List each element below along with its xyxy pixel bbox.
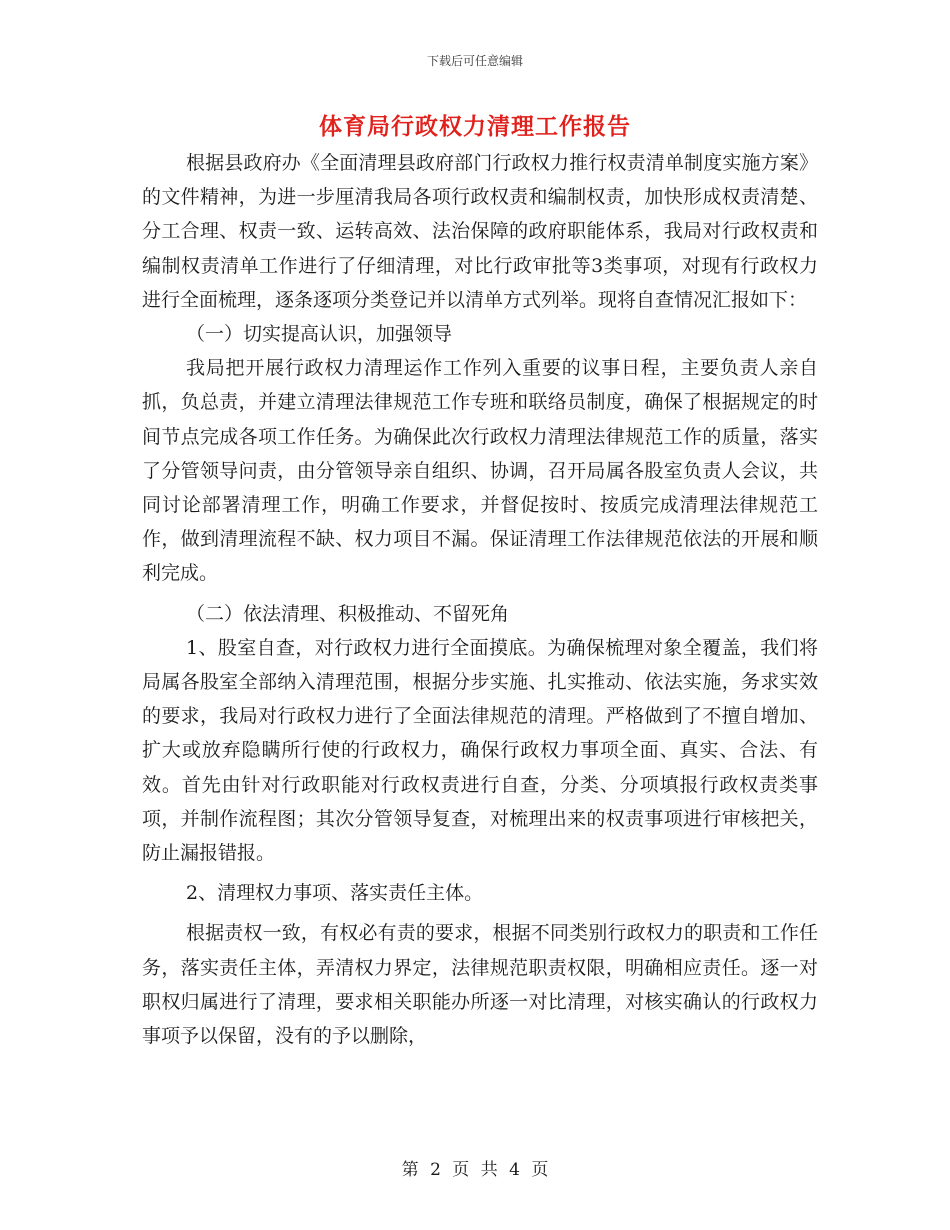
- section2-item1-paragraph: 1、股室自查，对行政权力进行全面摸底。为确保梳理对象全覆盖，我们将局属各股室全部纳入清理范围，根据分步实施、扎实推动、依法实施，务求实效的要求，我局对行政权力进行了全面法律规范的清理。严格做到了不擅自增加、扩大或放弃隐瞒所行使的行政权力，确保行政权力事项全面、真实、合法、有效。首先由针对行政职能对行政权责进行自查，分类、分项填报行政权责类事项，并制作流程图；其次分管领导复查，对梳理出来的权责事项进行审核把关，防止漏报错报。: [142, 636, 818, 865]
- header-note: 下载后可任意编辑: [426, 54, 523, 68]
- section1-heading: （一）切实提高认识，加强领导: [186, 323, 453, 346]
- section2-item2-paragraph: 根据责权一致，有权必有责的要求，根据不同类别行政权力的职责和工作任务，落实责任主体，弄清权力界定，法律规范职责权限，明确相应责任。逐一对职权归属进行了清理，要求相关职能办所逐一对比清理，对核实确认的行政权力事项予以保留，没有的予以删除，: [142, 922, 818, 1048]
- section2-heading: （二）依法清理、积极推动、不留死角: [186, 602, 510, 625]
- document-title: 体育局行政权力清理工作报告: [319, 113, 631, 140]
- section1-paragraph: 我局把开展行政权力清理运作工作列入重要的议事日程，主要负责人亲自抓，负总责，并建立清理法律规范工作专班和联络员制度，确保了根据规定的时间节点完成各项工作任务。为确保此次行政权力清理法律规范工作的质量，落实了分管领导问责，由分管领导亲自组织、协调，召开局属各股室负责人会议，共同讨论部署清理工作，明确工作要求，并督促按时、按质完成清理法律规范工作，做到清理流程不缺、权力项目不漏。保证清理工作法律规范依法的开展和顺利完成。: [142, 357, 818, 585]
- page-number: 第 2 页 共 4 页: [401, 1160, 549, 1180]
- section2-item2-heading: 2、清理权力事项、落实责任主体。: [186, 882, 484, 905]
- intro-paragraph: 根据县政府办《全面清理县政府部门行政权力推行权责清单制度实施方案》的文件精神，为进一步厘清我局各项行政权责和编制权责，加快形成权责清楚、分工合理、权责一致、运转高效、法治保障的政府职能体系，我局对行政权责和编制权责清单工作进行了仔细清理，对比行政审批等3类事项，对现有行政权力进行全面梳理，逐条逐项分类登记并以清单方式列举。现将自查情况汇报如下：: [142, 152, 818, 311]
- document-body: [142, 146, 818, 1053]
